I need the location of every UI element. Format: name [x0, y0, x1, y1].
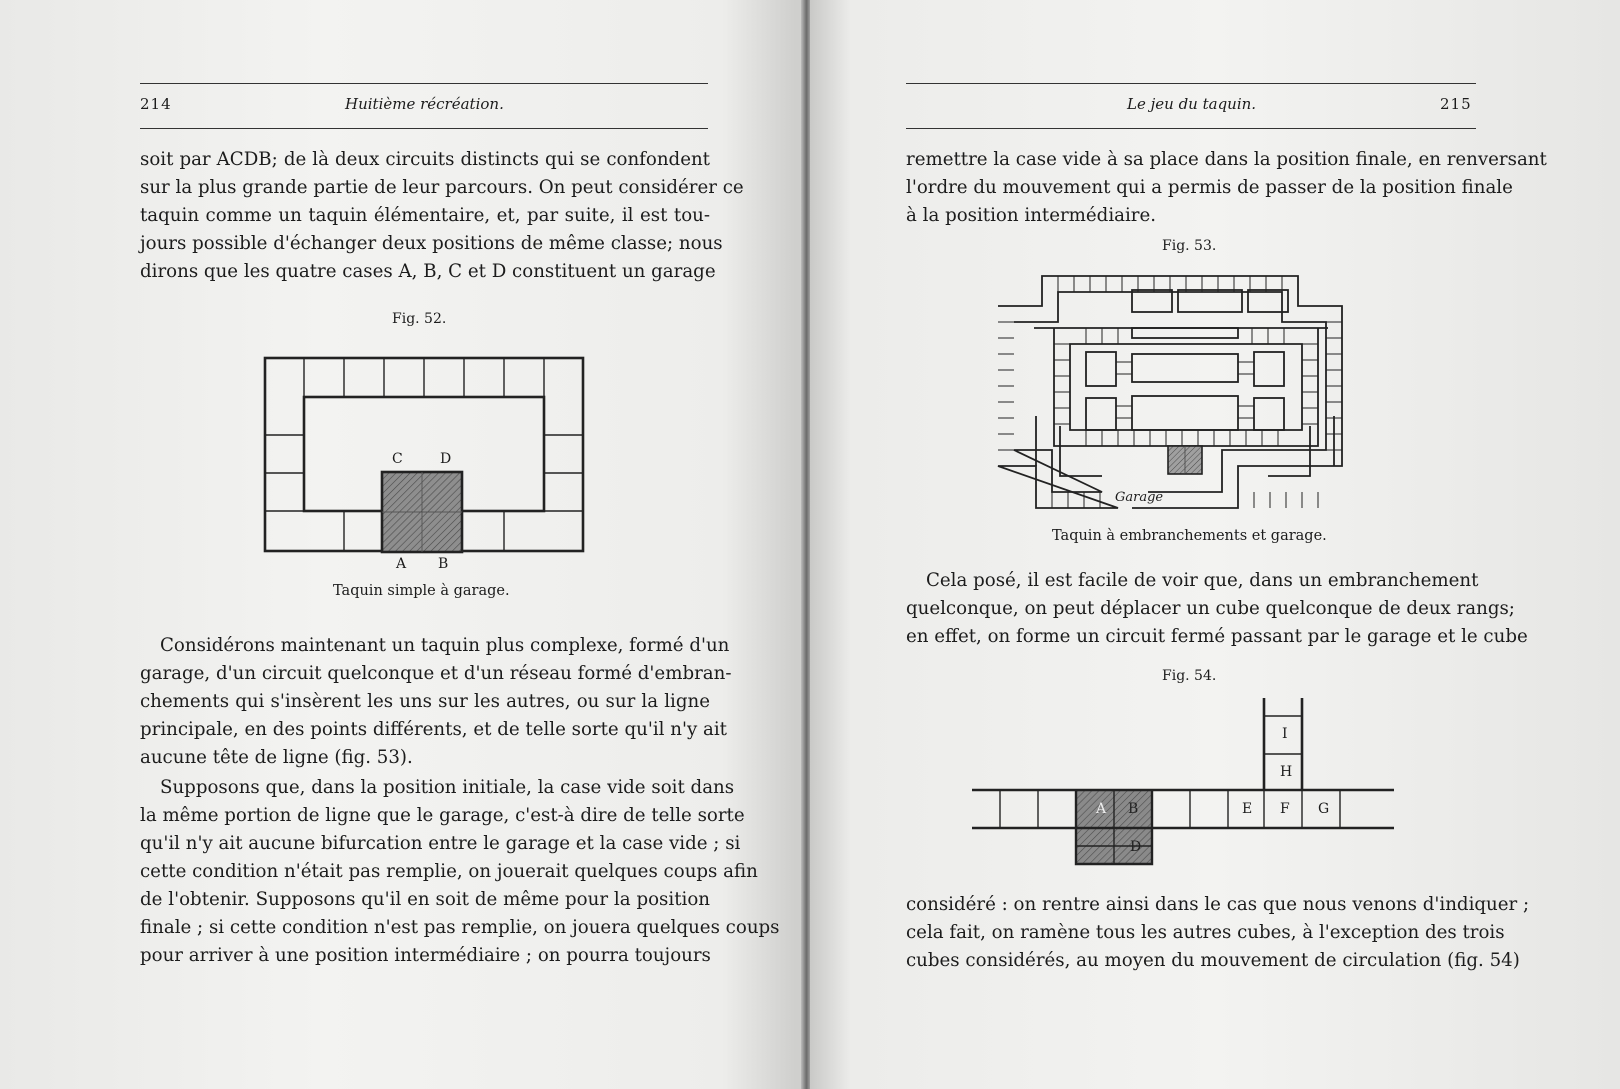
figure-caption: Taquin à embranchements et garage.	[1052, 528, 1327, 544]
garage-letter-d: D	[440, 451, 452, 467]
text-line: Considérons maintenant un taquin plus complexe, formé d'un	[160, 635, 730, 656]
page-number: 215	[1440, 95, 1472, 113]
text-line: cette condition n'était pas remplie, on jouerait quelques coups afin	[140, 861, 758, 882]
figure-caption: Taquin simple à garage.	[333, 583, 510, 599]
garage-letter-b: B	[438, 556, 449, 572]
text-line: l'ordre du mouvement qui a permis de passer de la position finale	[906, 177, 1513, 198]
text-line: aucune tête de ligne (fig. 53).	[140, 747, 413, 768]
page-number: 214	[140, 95, 172, 113]
cube-letter-f: F	[1280, 801, 1290, 817]
cube-letter-d: D	[1130, 839, 1142, 855]
header-rule-bottom	[906, 128, 1476, 129]
cube-letter-h: H	[1280, 764, 1293, 780]
cube-letter-b: B	[1128, 801, 1139, 817]
right-page	[810, 0, 1620, 1089]
text-line: de l'obtenir. Supposons qu'il en soit de même pour la position	[140, 889, 710, 910]
text-line: garage, d'un circuit quelconque et d'un réseau formé d'embran-	[140, 663, 732, 684]
text-line: en effet, on forme un circuit fermé passant par le garage et le cube	[906, 626, 1528, 647]
garage-letter-c: C	[392, 451, 403, 467]
running-head: Huitième récréation.	[345, 95, 504, 113]
text-line: pour arriver à une position intermédiaire ; on pourra toujours	[140, 945, 711, 966]
garage-letter-a: A	[396, 556, 407, 572]
cube-letter-e: E	[1242, 801, 1253, 817]
garage-label: Garage	[1115, 490, 1164, 505]
text-line: jours possible d'échanger deux positions de même classe; nous	[140, 233, 723, 254]
text-line: la même portion de ligne que le garage, c'est-à dire de telle sorte	[140, 805, 745, 826]
text-line: remettre la case vide à sa place dans la position finale, en renversant	[906, 149, 1547, 170]
text-line: soit par ACDB; de là deux circuits distincts qui se confondent	[140, 149, 710, 170]
text-line: taquin comme un taquin élémentaire, et, par suite, il est tou-	[140, 205, 710, 226]
left-page	[0, 0, 803, 1089]
figure-52-diagram	[264, 357, 586, 557]
text-line: Supposons que, dans la position initiale, la case vide soit dans	[160, 777, 735, 798]
cube-letter-a: A	[1096, 801, 1107, 817]
text-line: considéré : on rentre ainsi dans le cas que nous venons d'indiquer ;	[906, 894, 1530, 915]
running-head: Le jeu du taquin.	[1127, 95, 1257, 113]
text-line: finale ; si cette condition n'est pas remplie, on jouera quelques coups	[140, 917, 780, 938]
text-line: à la position intermédiaire.	[906, 205, 1157, 226]
header-rule-bottom	[140, 128, 708, 129]
header-rule-top	[140, 83, 708, 84]
text-line: quelconque, on peut déplacer un cube quelconque de deux rangs;	[906, 598, 1515, 619]
text-line: dirons que les quatre cases A, B, C et D constituent un garage	[140, 261, 716, 282]
text-line: principale, en des points différents, et de telle sorte qu'il n'y ait	[140, 719, 727, 740]
text-line: cela fait, on ramène tous les autres cubes, à l'exception des trois	[906, 922, 1505, 943]
text-line: sur la plus grande partie de leur parcours. On peut considérer ce	[140, 177, 744, 198]
cube-letter-g: G	[1318, 801, 1330, 817]
header-rule-top	[906, 83, 1476, 84]
figure-53-diagram	[998, 276, 1374, 512]
text-line: cubes considérés, au moyen du mouvement de circulation (fig. 54)	[906, 950, 1520, 971]
figure-label: Fig. 53.	[1162, 238, 1217, 254]
figure-label: Fig. 52.	[392, 311, 447, 327]
cube-letter-i: I	[1282, 726, 1288, 742]
figure-54-diagram	[972, 698, 1396, 868]
text-line: Cela posé, il est facile de voir que, dans un embranchement	[926, 570, 1479, 591]
text-line: qu'il n'y ait aucune bifurcation entre le garage et la case vide ; si	[140, 833, 741, 854]
text-line: chements qui s'insèrent les uns sur les autres, ou sur la ligne	[140, 691, 710, 712]
figure-label: Fig. 54.	[1162, 668, 1217, 684]
